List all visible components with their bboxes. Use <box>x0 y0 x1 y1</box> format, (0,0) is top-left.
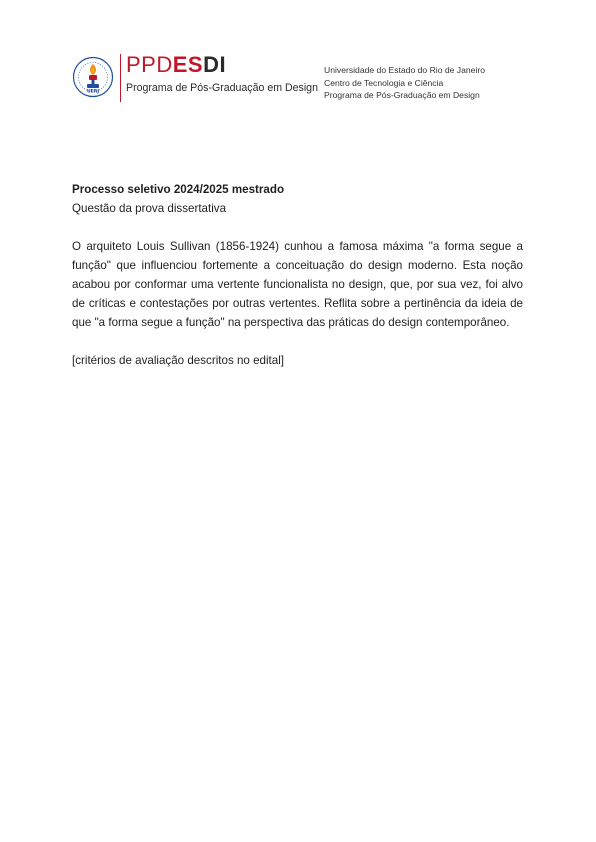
document-body <box>72 180 523 370</box>
brand-divider <box>120 54 121 102</box>
document-subtitle: Questão da prova dissertativa <box>72 202 227 215</box>
question-text: O arquiteto Louis Sullivan (1856-1924) cunhou a famosa máxima "a forma segue a função" que influenciou fortemente a conceituação do design moderno. Esta noção acabou por conformar uma vertente funcionalista no design, que, por sua vez, foi alvo de críticas e contestações por outras vertentes. Reflita sobre a pertinência da ideia de que "a forma segue a função" na perspectiva das práticas do design contemporâneo. <box>72 240 523 329</box>
document-title: Processo seletivo 2024/2025 mestrado <box>72 183 285 196</box>
institution-line-center: Centro de Tecnologia e Ciência <box>324 77 444 88</box>
brand-di: DI <box>203 52 227 77</box>
institution-block <box>324 64 485 102</box>
brand-es: ES <box>172 52 204 77</box>
brand-wordmark <box>126 52 316 78</box>
institution-line-university: Universidade do Estado do Rio de Janeiro <box>324 65 485 75</box>
brand-ppd: PPD <box>126 52 173 77</box>
brand-subtitle: Programa de Pós-Graduação em Design <box>126 82 318 94</box>
brand-logo <box>126 52 316 95</box>
letterhead <box>72 52 532 104</box>
criteria-note: [critérios de avaliação descritos no edital] <box>72 354 285 367</box>
uerj-seal-icon <box>72 56 114 98</box>
institution-line-program: Programa de Pós-Graduação em Design <box>324 90 480 100</box>
seal-text: UERJ <box>86 89 100 95</box>
